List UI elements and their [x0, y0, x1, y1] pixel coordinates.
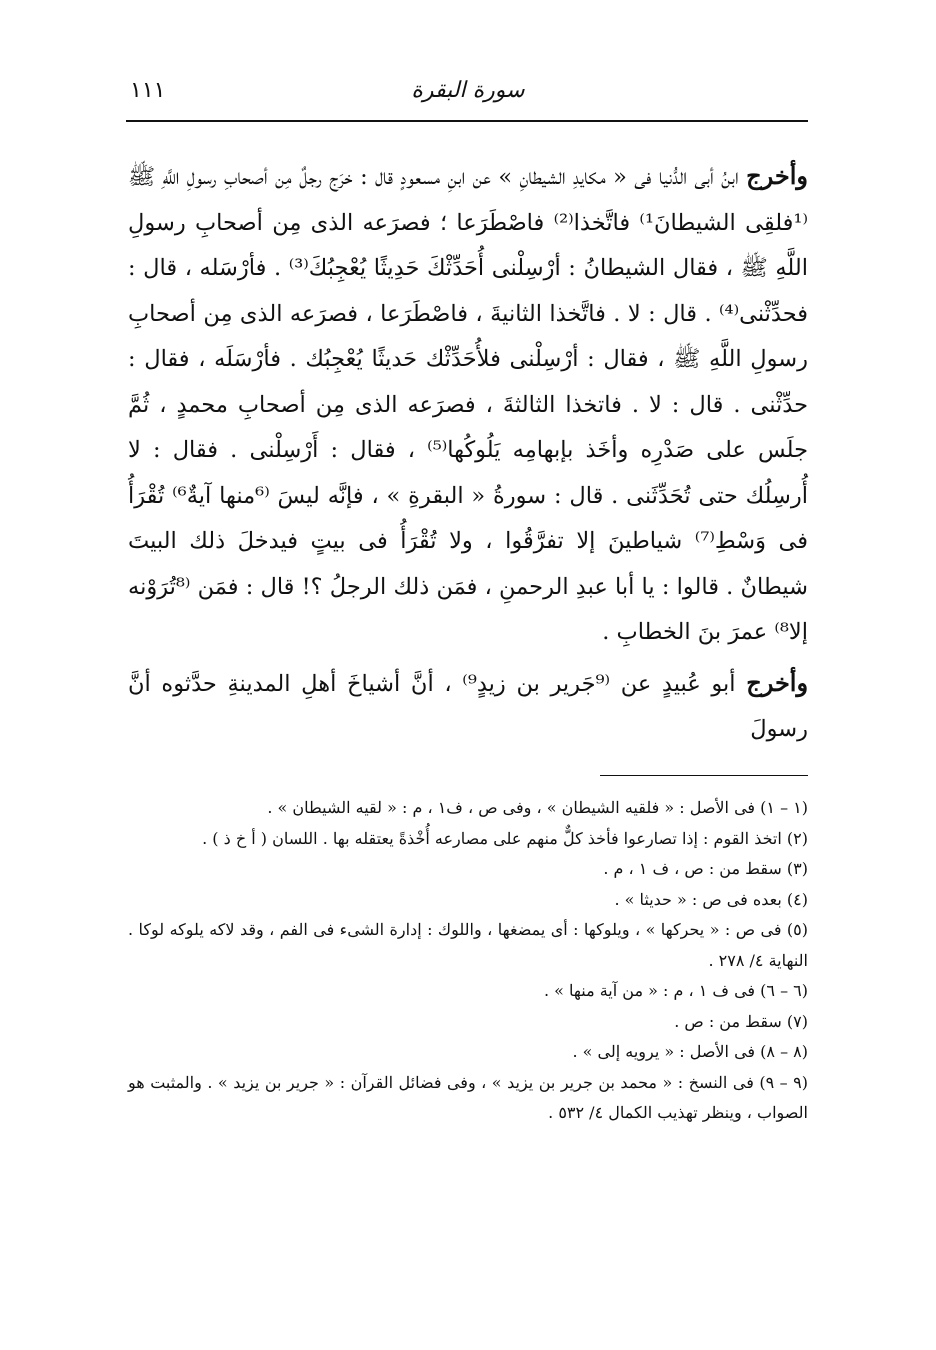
footnote: (٤) بعده فى ص : « حديثا » . — [614, 889, 808, 909]
footnote: (٥) فى ص : « يحركها » ، ويلوكها : أى يمضغها ، واللوك : إدارة الشىء فى الفم ، وقد لاكه يلوكه لوكا . النهاية ٤/ ٢٧٨ . — [128, 920, 808, 970]
running-title: سورة البقرة — [411, 78, 525, 103]
paragraph-lead: وأخرج — [746, 667, 809, 697]
paragraph-lead: وأخرج — [746, 161, 808, 190]
footnote: (٧) سقط من : ص . — [674, 1011, 808, 1031]
footnotes — [128, 793, 808, 1129]
footnote: (١ – ١) فى الأصل : « فلقيه الشيطان » ، وفى ص ، ف١ ، م : « لقيه الشيطان » . — [267, 798, 808, 817]
paragraph-text: ابنُ أبى الدُّنيا فى « مكايدِ الشيطانِ » عن ابنِ مسعودٍ قال : خرَج رجلٌ مِن أصحابِ رسولِ اللَّهِ ﷺ ⁽¹فلقِى الشيطانَ¹⁾ فاتَّخذا⁽²⁾ فاصْطَرَعا ؛ فصرَعه الذى مِن أصحابِ رسولِ اللَّهِ ﷺ ، فقال الشيطانُ : أرْسِلْنى أُحَدِّثْكَ حَدِيثًا يُعْجِبُكَ⁽³⁾ . فأرْسَله ، قال : فحدِّثْنى⁽⁴⁾ . قال : لا . فاتَّخذا الثانيةَ ، فاصْطَرَعا ، فصرَعه الذى مِن أصحابِ رسولِ اللَّهِ ﷺ ، فقال : أرْسِلْنى فلأُحَدِّثْك حَديثًا يُعْجِبُك . فأرْسَلَه ، فقال : حدِّثْنى . قال : لا . فاتخذا الثالثةَ ، فصرَعه الذى مِن أصحابِ محمدٍ ، ثُمَّ جلَس على صَدْرِه وأخَذ بإبهامِه يَلُوكُها⁽⁵⁾ ، فقال : أَرْسِلْنى . فقال : لا أُرسِلُك حتى تُحَدِّثَنى . قال : سورةُ « البقرةِ » ، فإنَّه ليسَ ⁽⁶منها آيةٌ⁶⁾ تُقْرَأُ فى وَسْطِ⁽⁷⁾ شياطينَ إلا تفرَّقُوا ، ولا تُقْرَأُ فى بيتٍ فيدخلَ ذلك البيتَ شيطانٌ . قالوا : يا أبا عبدِ الرحمنِ ، فمَن ذلك الرجلُ ؟! قال : فمَن ⁽⁸تُرَوْنه إلا⁸⁾ عمرَ بنَ الخطابِ . — [128, 164, 809, 645]
footnote: (٣) سقط من : ص ، ف ١ ، م . — [603, 859, 808, 878]
footnote: (٦ – ٦) فى ف ١ ، م : « من آية منها » . — [543, 981, 808, 1000]
page-number: ١١١ — [130, 78, 166, 103]
footnote: (٨ – ٨) فى الأصل : « يرويه إلى » . — [572, 1042, 808, 1061]
footnote: (٢) اتخذ القوم : إذا تصارعوا فأخذ كلٌّ منهم على مصارعه أُخْذةً يعتقله بها . اللسان ( أ خ ذ ) . — [202, 828, 808, 848]
footnote-divider — [600, 775, 808, 776]
footnote: (٩ – ٩) فى النسخ : « محمد بن جرير بن يزيد » ، وفى فضائل القرآن : « جرير بن يزيد » . والمثبت هو الصواب ، وينظر تهذيب الكمال ٤/ ٥٣٢ . — [128, 1072, 809, 1122]
paragraph — [128, 153, 808, 656]
paragraph-text: أبو عُبيدٍ عن ⁽⁹جَرير بن زيدٍ⁹⁾ ، أنَّ أشياخَ أهلِ المدينةِ حدَّثوه أنَّ رسولَ — [128, 670, 808, 742]
header-divider — [126, 120, 808, 122]
paragraph — [128, 660, 808, 753]
main-text — [128, 153, 808, 753]
page-header — [128, 78, 808, 118]
